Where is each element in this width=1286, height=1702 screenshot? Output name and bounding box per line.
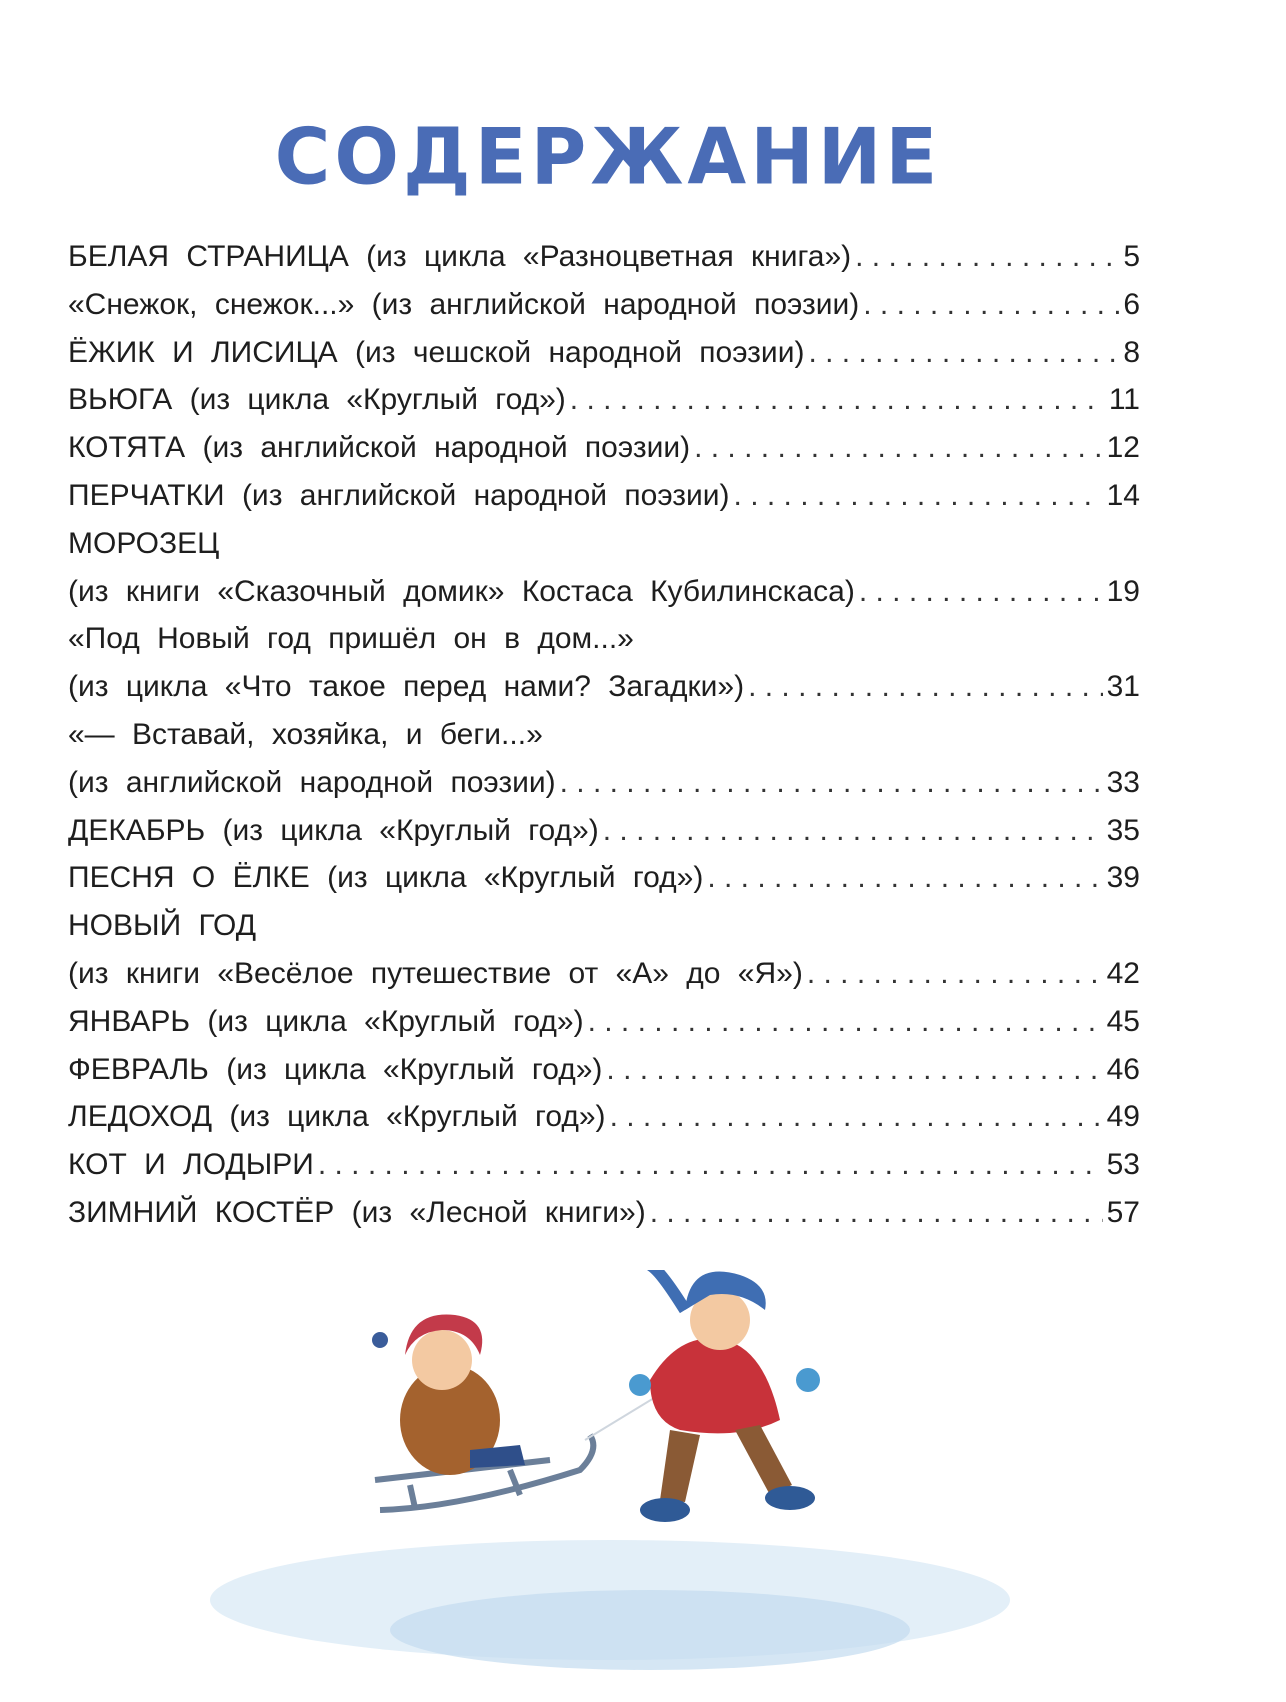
- toc-entry[interactable]: [68, 814, 1140, 862]
- child-on-sled: [372, 1315, 525, 1476]
- toc-entry-title: ЯНВАРЬ (из цикла «Круглый год»): [68, 1004, 584, 1038]
- toc-entry-page-number: 8: [1123, 335, 1140, 369]
- toc-entry-page-number: 31: [1106, 670, 1140, 704]
- toc-entry-page-number: 39: [1106, 861, 1140, 895]
- toc-entry[interactable]: [68, 1053, 1140, 1101]
- toc-entry[interactable]: [68, 240, 1140, 288]
- toc-entry[interactable]: [68, 527, 1140, 575]
- dot-leader: [855, 240, 1119, 274]
- page-title: СОДЕРЖАНИЕ: [274, 111, 942, 202]
- toc-entry-title: КОТЯТА (из английской народной поэзии): [68, 431, 691, 465]
- toc-entry-page-number: 14: [1106, 478, 1140, 512]
- toc-entry-title: «— Вставай, хозяйка, и беги...»: [68, 717, 543, 751]
- toc-entry-page-number: 49: [1106, 1100, 1140, 1134]
- dot-leader: [807, 957, 1103, 991]
- toc-entry[interactable]: [68, 431, 1140, 479]
- toc-entry-page-number: 5: [1123, 240, 1140, 273]
- child-pulling-sled: [629, 1270, 820, 1522]
- toc-entry[interactable]: [68, 383, 1140, 431]
- toc-entry-page-number: 42: [1106, 956, 1140, 990]
- dot-leader: [694, 431, 1103, 465]
- toc-entry[interactable]: [68, 336, 1140, 384]
- toc-entry-title: КОТ И ЛОДЫРИ: [68, 1148, 314, 1182]
- dot-leader: [863, 288, 1119, 322]
- toc-entry-page-number: 45: [1106, 1004, 1140, 1038]
- toc-entry-title: БЕЛАЯ СТРАНИЦА (из цикла «Разноцветная книга»): [68, 240, 852, 273]
- toc-entry-title: ЁЖИК И ЛИСИЦА (из чешской народной поэзии): [68, 335, 805, 369]
- toc-entry-title: (из английской народной поэзии): [68, 765, 556, 799]
- toc-entry-title: НОВЫЙ ГОД: [68, 909, 257, 943]
- toc-entry-page-number: 53: [1106, 1148, 1140, 1182]
- dot-leader: [734, 479, 1103, 513]
- toc-entry-page-number: 19: [1106, 574, 1140, 608]
- dot-leader: [610, 1100, 1103, 1134]
- toc-entry-title: ПЕРЧАТКИ (из английской народной поэзии): [68, 478, 730, 512]
- dot-leader: [588, 1005, 1103, 1039]
- dot-leader: [560, 766, 1103, 800]
- toc-entry-title: ПЕСНЯ О ЁЛКЕ (из цикла «Круглый год»): [68, 861, 704, 895]
- toc-entry[interactable]: [68, 909, 1140, 957]
- toc-entry[interactable]: [68, 1005, 1140, 1053]
- toc-entry[interactable]: [68, 1100, 1140, 1148]
- dot-leader: [570, 383, 1105, 417]
- toc-entry-page-number: 6: [1123, 287, 1140, 321]
- dot-leader: [707, 861, 1102, 895]
- children-sledding-illustration: [180, 1270, 1080, 1700]
- dot-leader: [859, 575, 1103, 609]
- toc-entry[interactable]: [68, 861, 1140, 909]
- toc-entry-page-number: 57: [1106, 1195, 1140, 1229]
- toc-entry-page-number: 33: [1106, 765, 1140, 799]
- toc-entry-title: (из цикла «Что такое перед нами? Загадки»): [68, 670, 745, 704]
- toc-entry[interactable]: [68, 288, 1140, 336]
- table-of-contents: [68, 240, 1140, 1244]
- dot-leader: [318, 1148, 1103, 1182]
- toc-entry[interactable]: [68, 622, 1140, 670]
- dot-leader: [650, 1196, 1103, 1230]
- toc-entry-title: МОРОЗЕЦ: [68, 526, 220, 560]
- toc-entry-title: ВЬЮГА (из цикла «Круглый год»): [68, 383, 566, 417]
- toc-entry-page-number: 35: [1106, 813, 1140, 847]
- toc-entry-title: ЛЕДОХОД (из цикла «Круглый год»): [68, 1100, 606, 1134]
- dot-leader: [606, 1053, 1102, 1087]
- toc-entry[interactable]: [68, 479, 1140, 527]
- toc-entry[interactable]: [68, 1196, 1140, 1244]
- toc-entry-title: ЗИМНИЙ КОСТЁР (из «Лесной книги»): [68, 1195, 646, 1229]
- toc-entry[interactable]: [68, 670, 1140, 718]
- toc-entry-title: «Под Новый год пришёл он в дом...»: [68, 622, 634, 656]
- toc-entry-page-number: 12: [1106, 431, 1140, 465]
- toc-entry-title: (из книги «Сказочный домик» Костаса Кубилинскаса): [68, 574, 855, 608]
- toc-entry-page-number: 46: [1106, 1052, 1140, 1086]
- dot-leader: [603, 814, 1103, 848]
- toc-entry[interactable]: [68, 766, 1140, 814]
- toc-entry-page-number: 11: [1108, 383, 1140, 417]
- dot-leader: [748, 670, 1103, 704]
- toc-entry-title: ФЕВРАЛЬ (из цикла «Круглый год»): [68, 1052, 603, 1086]
- toc-entry-title: «Снежок, снежок...» (из английской народной поэзии): [68, 287, 860, 321]
- toc-entry[interactable]: [68, 1148, 1140, 1196]
- toc-entry-title: (из книги «Весёлое путешествие от «А» до «Я»): [68, 956, 803, 990]
- toc-entry[interactable]: [68, 957, 1140, 1005]
- toc-entry[interactable]: [68, 718, 1140, 766]
- toc-entry[interactable]: [68, 575, 1140, 623]
- dot-leader: [808, 336, 1119, 370]
- toc-entry-title: ДЕКАБРЬ (из цикла «Круглый год»): [68, 813, 599, 847]
